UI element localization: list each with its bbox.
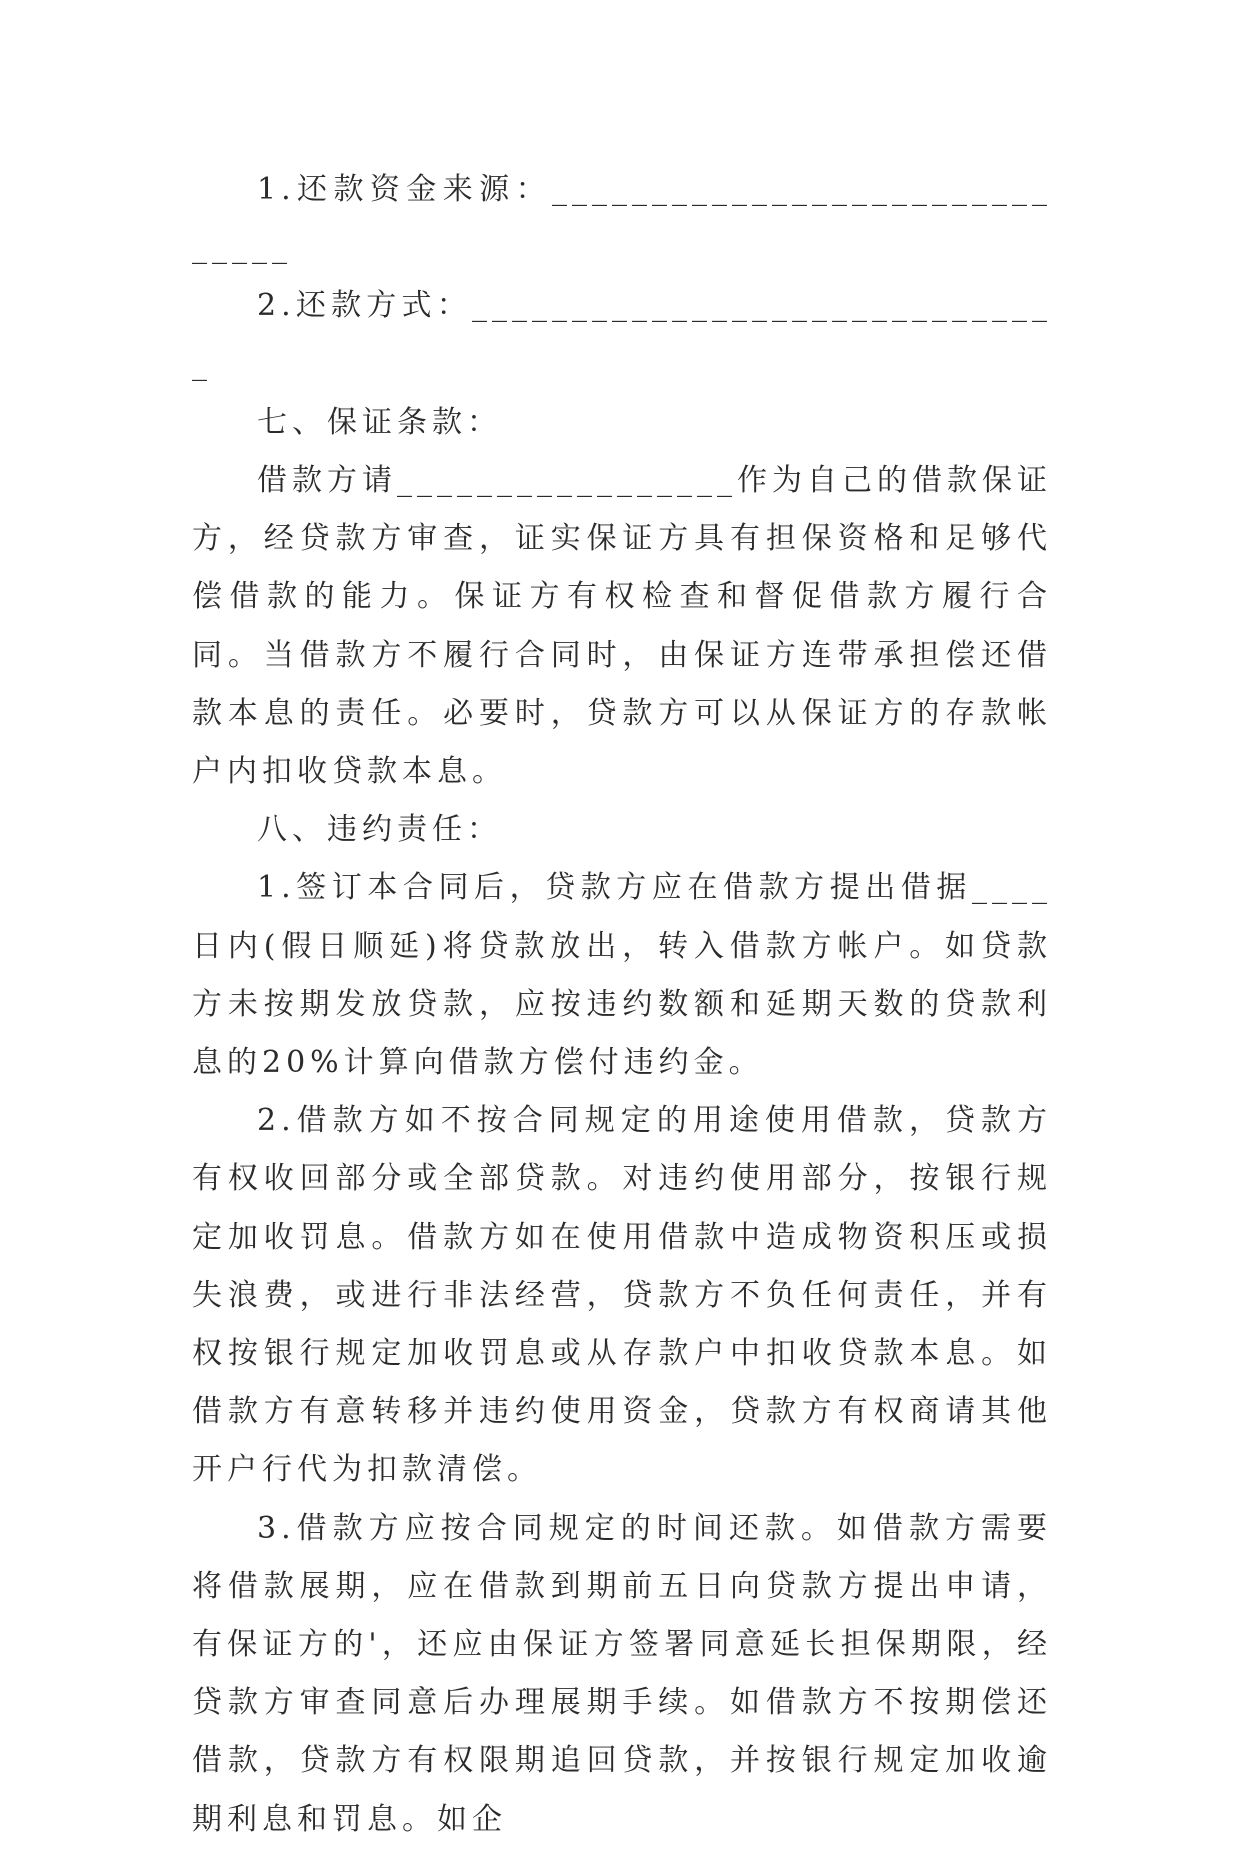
- section-heading-guarantee: 七、保证条款：: [257, 404, 502, 440]
- paragraph-liability-2: 2.借款方如不按合同规定的用途使用借款，贷款方有权收回部分或全部贷款。对违约使用部分，按银行规定加收罚息。借款方如在使用借款中造成物资积压或损失浪费，或进行非法经营，贷款方不负任何责任，并有权按银行规定加收罚息或从存款户中扣收贷款本息。如借款方有意转移并违约使用资金，贷款方有权商请其他开户行代为扣款清偿。: [192, 1103, 1052, 1488]
- paragraph-liability-3: 3.借款方应按合同规定的时间还款。如借款方需要将借款展期，应在借款到期前五日向贷款方提出申请，有保证方的'，还应由保证方签署同意延长担保期限，经贷款方审查同意后办理展期手续。如借款方不按期偿还借款，贷款方有权限期追回贷款，并按银行规定加收逾期利息和罚息。如企: [192, 1510, 1052, 1837]
- section-heading-liability: 八、违约责任：: [257, 812, 502, 848]
- paragraph-repayment-source: 1.还款资金来源：______________________________: [192, 172, 1052, 266]
- paragraph-liability-1: 1.签订本合同后，贷款方应在借款方提出借据____日内(假日顺延)将贷款放出，转入借款方帐户。如贷款方未按期发放贷款，应按违约数额和延期天数的贷款利息的20%计算向借款方偿付违约金。: [192, 870, 1052, 1081]
- paragraph-guarantee: 借款方请_________________作为自己的借款保证方，经贷款方审查，证实保证方具有担保资格和足够代偿借款的能力。保证方有权检查和督促借款方履行合同。当借款方不履行合同时，由保证方连带承担偿还借款本息的责任。必要时，贷款方可以从保证方的存款帐户内扣收贷款本息。: [192, 463, 1052, 790]
- document-body: [192, 161, 1052, 1849]
- paragraph-repayment-method: 2.还款方式：______________________________: [192, 288, 1052, 382]
